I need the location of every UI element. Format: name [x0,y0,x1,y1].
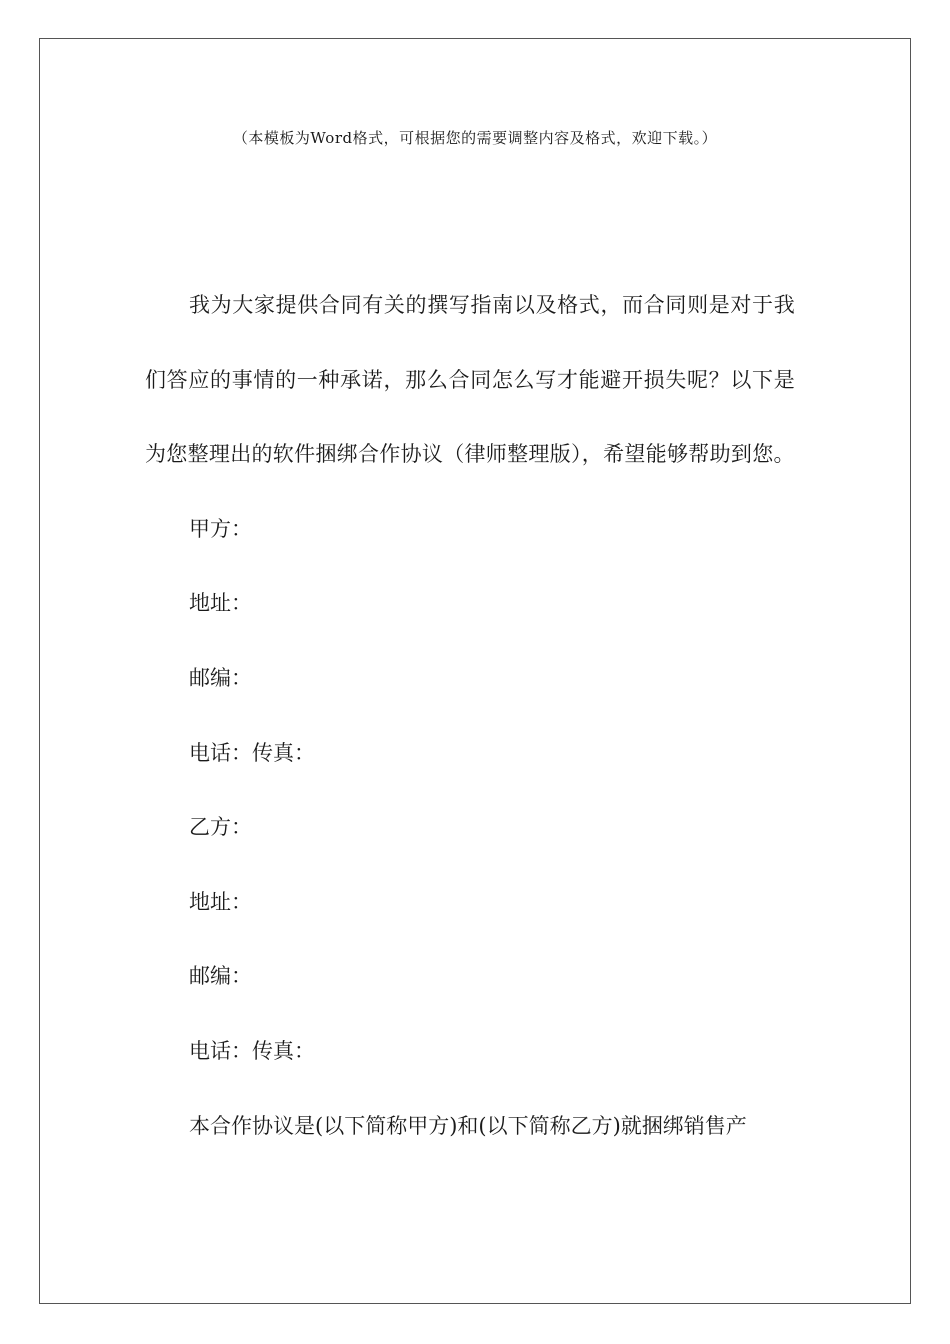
party-a-postcode: 邮编： [189,665,252,690]
party-b-address: 地址： [189,889,252,914]
template-note: （本模板为Word格式，可根据您的需要调整内容及格式，欢迎下载。） [232,129,718,147]
party-a-phone-fax: 电话：传真： [189,740,315,765]
document-body [145,268,795,1163]
party-b-phone-fax: 电话：传真： [189,1038,315,1063]
agreement-start-paragraph: 本合作协议是(以下简称甲方)和(以下简称乙方)就捆绑销售产 [189,1113,747,1138]
party-a-address: 地址： [189,591,252,616]
party-b-label: 乙方： [189,815,252,840]
intro-paragraph: 我为大家提供合同有关的撰写指南以及格式，而合同则是对于我们答应的事情的一种承诺，那么合同怎么写才能避开损失呢？以下是为您整理出的软件捆绑合作协议（律师整理版），希望能够帮助到您。 [145,293,795,467]
party-a-label: 甲方： [189,516,252,541]
party-b-postcode: 邮编： [189,964,252,989]
